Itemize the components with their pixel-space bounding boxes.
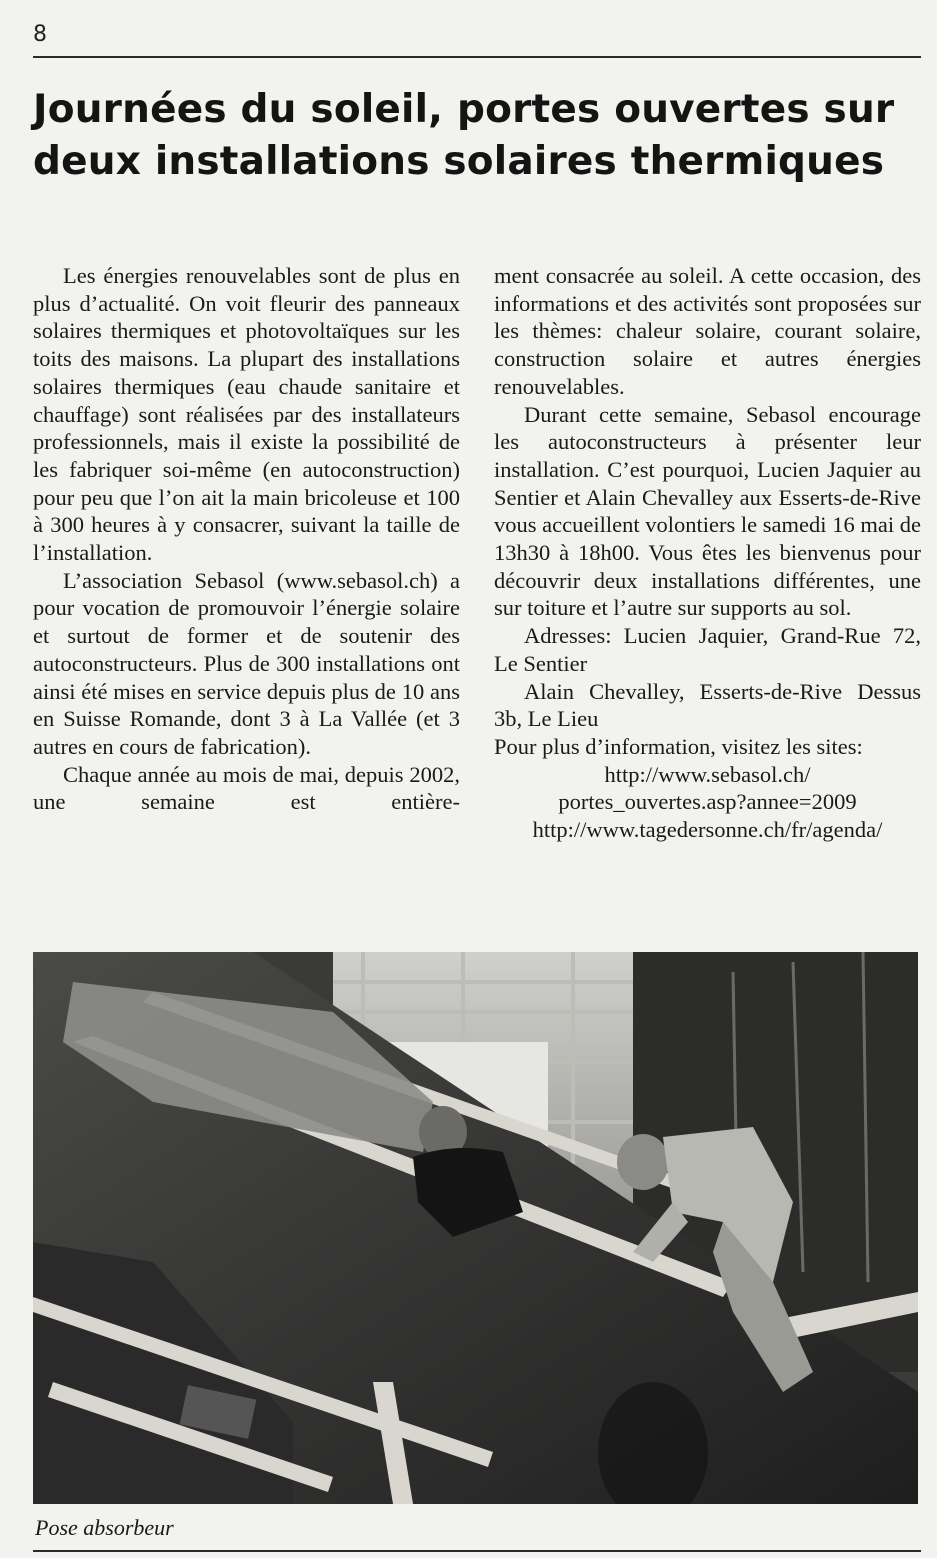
paragraph: Durant cette semaine, Sebasol encourage les autoconstructeurs à présenter leur installation. C’est pourquoi, Lucien Jaquier au Sentier et Alain Chevalley aux Esserts-de-Rive vous accueillent volontiers le samedi 16 mai de 13h30 à 18h00. Vous êtes les bienvenus pour découvrir deux installations différentes, une sur toiture et l’autre sur supports au sol. — [494, 401, 921, 621]
paragraph: Chaque année au mois de mai, depuis 2002, une semaine est entière- — [33, 761, 460, 815]
header-rule — [33, 56, 921, 58]
page-number: 8 — [33, 22, 47, 47]
url-line: http://www.tagedersonne.ch/fr/agenda/ — [532, 817, 883, 843]
article-photo — [33, 952, 918, 1504]
footer-rule — [33, 1550, 921, 1552]
article-column-left — [33, 262, 460, 816]
paragraph: Les énergies renouvelables sont de plus en plus d’actualité. On voit fleurir des panneaux solaires thermiques et photovoltaïques sur les toits des maisons. La plupart des installations solaires thermiques (eau chaude sanitaire et chauffage) sont réalisées par des installateurs professionnels, mais il existe la possibilité de les fabriquer soi-même (en autoconstruction) pour peu que l’on ait la main bricoleuse et 100 à 300 heures à y consacrer, suivant la taille de l’installation. — [33, 263, 460, 566]
paragraph: L’association Sebasol (www.sebasol.ch) a pour vocation de promouvoir l’énergie solaire et surtout de former et de soutenir des autoconstructeurs. Plus de 300 installations ont ainsi été mises en service depuis plus de 10 ans en Suisse Romande, dont 3 à La Vallée (et 3 autres en cours de fabrication). — [33, 567, 460, 759]
paragraph: ment consacrée au soleil. A cette occasion, des informations et des activités sont proposées sur les thèmes: chaleur solaire, courant solaire, construction solaire et autres énergies renouvelables. — [494, 263, 921, 399]
article-column-right — [494, 262, 921, 844]
photo-illustration — [33, 952, 918, 1504]
info-line: Pour plus d’information, visitez les sites: — [494, 733, 863, 759]
address-line: Alain Chevalley, Esserts-de-Rive Dessus 3b, Le Lieu — [494, 678, 921, 732]
article-headline: Journées du soleil, portes ouvertes sur deux installations solaires thermiques — [33, 87, 895, 184]
url-line: portes_ouvertes.asp?annee=2009 — [558, 789, 857, 815]
address-line: Adresses: Lucien Jaquier, Grand-Rue 72, Le Sentier — [494, 623, 921, 676]
url-line: http://www.sebasol.ch/ — [604, 761, 811, 787]
photo-caption: Pose absorbeur — [35, 1515, 174, 1540]
